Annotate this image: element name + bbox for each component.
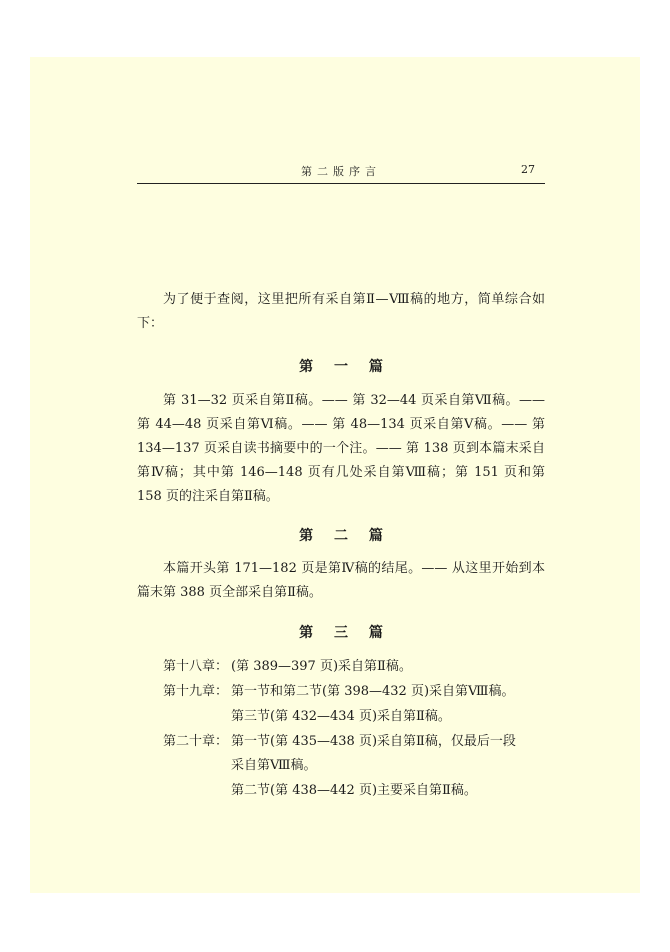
intro-paragraph: 为了便于查阅，这里把所有采自第Ⅱ—Ⅷ稿的地方，简单综合如下： <box>137 292 545 331</box>
chapter20-text: 第一节(第 435—438 页)采自第Ⅱ稿，仅最后一段 <box>231 734 516 749</box>
page-number: 27 <box>521 163 535 176</box>
part2-heading: 第 二 篇 <box>299 528 383 544</box>
running-header <box>137 163 545 184</box>
chapter20-label: 第二十章： <box>163 734 229 749</box>
chapter18-label: 第十八章： <box>163 659 229 674</box>
part2-paragraph: 本篇开头第 171—182 页是第Ⅳ稿的结尾。—— 从这里开始到本篇末第 388 页全部采自第Ⅱ稿。 <box>137 561 545 600</box>
part3-heading: 第 三 篇 <box>299 625 383 641</box>
part1-heading: 第 一 篇 <box>299 359 383 375</box>
header-title: 第二版序言 <box>301 165 381 178</box>
chapter19-section3: 第三节(第 432—434 页)采自第Ⅱ稿。 <box>231 709 451 724</box>
chapter18-text: (第 389—397 页)采自第Ⅱ稿。 <box>231 659 412 674</box>
part1-paragraph: 第 31—32 页采自第Ⅱ稿。—— 第 32—44 页采自第Ⅶ稿。—— 第 44—48 页采自第Ⅵ稿。—— 第 48—134 页采自第Ⅴ稿。—— 第 134—137 页采自读书摘要中的一个注。—— 第 138 页到本篇末采自第Ⅳ稿；其中第 146—148 页有几处采自第Ⅷ稿；第 151 页和第 158 页的注采自第Ⅱ稿。 <box>137 393 545 504</box>
chapter20-continuation: 采自第Ⅷ稿。 <box>231 758 317 773</box>
chapter19-text: 第一节和第二节(第 398—432 页)采自第Ⅷ稿。 <box>231 684 515 699</box>
chapter20-section2: 第二节(第 438—442 页)主要采自第Ⅱ稿。 <box>231 783 477 798</box>
chapter19-label: 第十九章： <box>163 684 229 699</box>
